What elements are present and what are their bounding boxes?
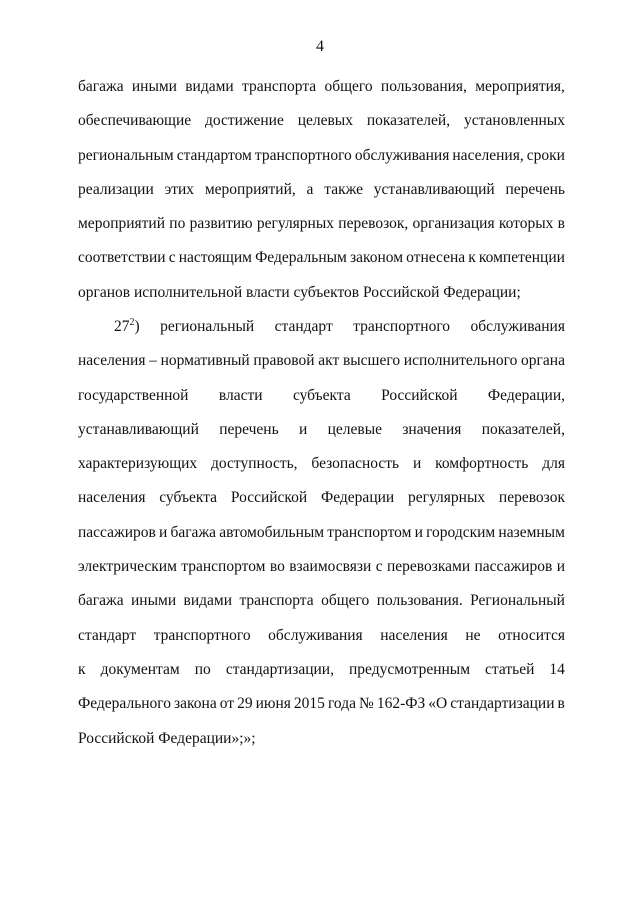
word: «О bbox=[428, 695, 448, 713]
word: целевые bbox=[327, 420, 382, 438]
word: характеризующих bbox=[78, 455, 198, 473]
word: предусмотренным bbox=[349, 660, 471, 678]
word: багажа bbox=[78, 78, 124, 95]
text-line bbox=[78, 481, 565, 515]
text-line bbox=[78, 104, 565, 138]
word: исполнительного bbox=[403, 352, 518, 370]
word: законом bbox=[349, 249, 404, 267]
word: высшего bbox=[342, 352, 401, 370]
paragraph-first-line bbox=[78, 310, 565, 344]
word: Российской Федерации»;»; bbox=[78, 729, 256, 747]
word: реализации bbox=[78, 180, 154, 198]
text-line bbox=[78, 344, 565, 378]
word: регулярных bbox=[407, 489, 486, 507]
text-line bbox=[78, 379, 565, 413]
word: сроки bbox=[526, 146, 565, 164]
word: наземным bbox=[498, 523, 565, 541]
text-line bbox=[78, 584, 565, 618]
word: транспортного bbox=[254, 146, 352, 164]
word: населения, bbox=[452, 146, 524, 164]
word: Федеральным bbox=[255, 249, 347, 267]
word: нормативный bbox=[160, 352, 250, 370]
text-line bbox=[78, 139, 565, 173]
word: не bbox=[465, 626, 481, 644]
word: населения bbox=[78, 489, 146, 507]
text-line bbox=[78, 619, 565, 653]
word: мероприятия, bbox=[475, 78, 565, 95]
word: стандартом bbox=[176, 146, 252, 164]
word: видами bbox=[185, 78, 234, 95]
word: электрическим bbox=[78, 558, 177, 576]
word: с bbox=[168, 249, 176, 267]
word: регулярных bbox=[256, 215, 335, 233]
word: от bbox=[219, 695, 235, 713]
text-line bbox=[78, 516, 565, 550]
text-line bbox=[78, 241, 565, 275]
word: Российской bbox=[230, 489, 308, 507]
word: пассажиров bbox=[474, 558, 553, 576]
word: багажа bbox=[78, 592, 124, 610]
word: в bbox=[557, 695, 565, 713]
word: устанавливающий bbox=[373, 180, 495, 198]
word: перевозок bbox=[498, 489, 565, 507]
word: к bbox=[78, 660, 86, 678]
word: во bbox=[269, 558, 285, 576]
page-number: 4 bbox=[316, 38, 324, 55]
word: иными bbox=[131, 78, 177, 95]
word: акт bbox=[318, 352, 340, 370]
word: Региональный bbox=[470, 592, 565, 610]
word: видами bbox=[183, 592, 233, 610]
word: которых bbox=[498, 215, 554, 233]
text-line bbox=[78, 653, 565, 687]
word: также bbox=[324, 180, 363, 198]
word: стандарт bbox=[274, 318, 333, 335]
word: и bbox=[556, 558, 565, 576]
text-line bbox=[78, 276, 565, 310]
word: показателей, bbox=[366, 112, 451, 130]
word: перечень bbox=[505, 180, 565, 198]
item-superscript: 2 bbox=[129, 316, 135, 328]
word: и bbox=[158, 523, 168, 541]
word: транспортного bbox=[353, 318, 451, 335]
text-line bbox=[78, 207, 565, 241]
word: доступность, bbox=[211, 455, 298, 473]
word: транспортного bbox=[153, 626, 251, 644]
word: перечень bbox=[219, 420, 279, 438]
word: транспорта bbox=[241, 78, 317, 95]
word: пассажиров bbox=[78, 523, 156, 541]
word: и bbox=[298, 420, 308, 438]
word: стандартизации bbox=[450, 695, 555, 713]
word: обслуживания bbox=[268, 626, 363, 644]
word: июня bbox=[255, 695, 291, 713]
word: комфортность bbox=[435, 455, 529, 473]
word: для bbox=[542, 455, 565, 473]
word: отнесена bbox=[406, 249, 466, 267]
item-number: 27$^2$) bbox=[114, 316, 140, 335]
text-line bbox=[78, 173, 565, 207]
word: значения bbox=[402, 420, 462, 438]
word: документам bbox=[100, 660, 180, 678]
word: мероприятий bbox=[78, 215, 166, 233]
word: перевозками bbox=[386, 558, 471, 576]
word: целевых bbox=[297, 112, 353, 130]
word: региональный bbox=[160, 318, 255, 335]
word: субъекта bbox=[292, 386, 351, 404]
word: развитию bbox=[189, 215, 253, 233]
text-line bbox=[78, 722, 565, 756]
word: населения bbox=[78, 352, 146, 370]
word: статьей bbox=[485, 660, 535, 678]
paragraph-item-27-2 bbox=[78, 310, 565, 756]
word: и bbox=[412, 455, 422, 473]
word: общего bbox=[324, 78, 373, 95]
word: 162-ФЗ bbox=[376, 695, 426, 713]
word: обслуживания bbox=[470, 318, 565, 335]
word: органов исполнительной власти субъектов Российской Федерации; bbox=[78, 283, 521, 301]
word: закона bbox=[174, 695, 217, 713]
text-line bbox=[78, 413, 565, 447]
word: безопасность bbox=[311, 455, 400, 473]
word: устанавливающий bbox=[78, 420, 199, 438]
word: правовой bbox=[253, 352, 315, 370]
word: мероприятий, bbox=[204, 180, 296, 198]
word: компетенции bbox=[478, 249, 565, 267]
word: органа bbox=[521, 352, 565, 370]
word: общего bbox=[321, 592, 370, 610]
word: государственной bbox=[78, 386, 189, 404]
word: взаимосвязи bbox=[289, 558, 372, 576]
word: 29 bbox=[237, 695, 253, 713]
word: транспортом bbox=[327, 523, 412, 541]
word: перевозок, bbox=[338, 215, 409, 233]
word: 14 bbox=[549, 660, 565, 678]
word: пользования. bbox=[376, 592, 463, 610]
word: Федерации bbox=[321, 489, 395, 507]
word: Российской bbox=[381, 386, 458, 404]
word: пользования, bbox=[380, 78, 467, 95]
word: транспортом bbox=[181, 558, 266, 576]
word: Федерации, bbox=[487, 386, 565, 404]
word: настоящим bbox=[178, 249, 252, 267]
word: этих bbox=[164, 180, 195, 198]
word: стандарт bbox=[78, 626, 137, 644]
text-line bbox=[78, 687, 565, 721]
word: багажа bbox=[170, 523, 217, 541]
paragraph-continuation bbox=[78, 70, 565, 310]
word: организация bbox=[412, 215, 495, 233]
word: иными bbox=[131, 592, 177, 610]
text-line bbox=[78, 550, 565, 584]
word: № bbox=[359, 695, 374, 713]
word: Федерального bbox=[78, 695, 172, 713]
word: по bbox=[194, 660, 211, 678]
word: с bbox=[375, 558, 383, 576]
word: 2015 bbox=[293, 695, 325, 713]
word: обслуживания bbox=[354, 146, 450, 164]
word: показателей, bbox=[481, 420, 565, 438]
word: и bbox=[414, 523, 423, 541]
text-line bbox=[78, 70, 565, 104]
word: региональным bbox=[78, 146, 174, 164]
word: населения bbox=[380, 626, 448, 644]
word: власти bbox=[218, 386, 263, 404]
word: а bbox=[306, 180, 314, 198]
word: автомобильным bbox=[219, 523, 325, 541]
word: в bbox=[557, 215, 565, 233]
word: относится bbox=[498, 626, 565, 644]
word: к bbox=[468, 249, 476, 267]
word: по bbox=[169, 215, 186, 233]
word: достижение bbox=[205, 112, 284, 130]
word: установленных bbox=[463, 112, 565, 130]
word: обеспечивающие bbox=[78, 112, 192, 130]
word: стандартизации, bbox=[225, 660, 334, 678]
word: субъекта bbox=[159, 489, 218, 507]
word: года bbox=[327, 695, 356, 713]
word: транспорта bbox=[239, 592, 314, 610]
word: – bbox=[149, 352, 157, 370]
word: городским bbox=[426, 523, 496, 541]
word: соответствии bbox=[78, 249, 166, 267]
text-line bbox=[78, 447, 565, 481]
